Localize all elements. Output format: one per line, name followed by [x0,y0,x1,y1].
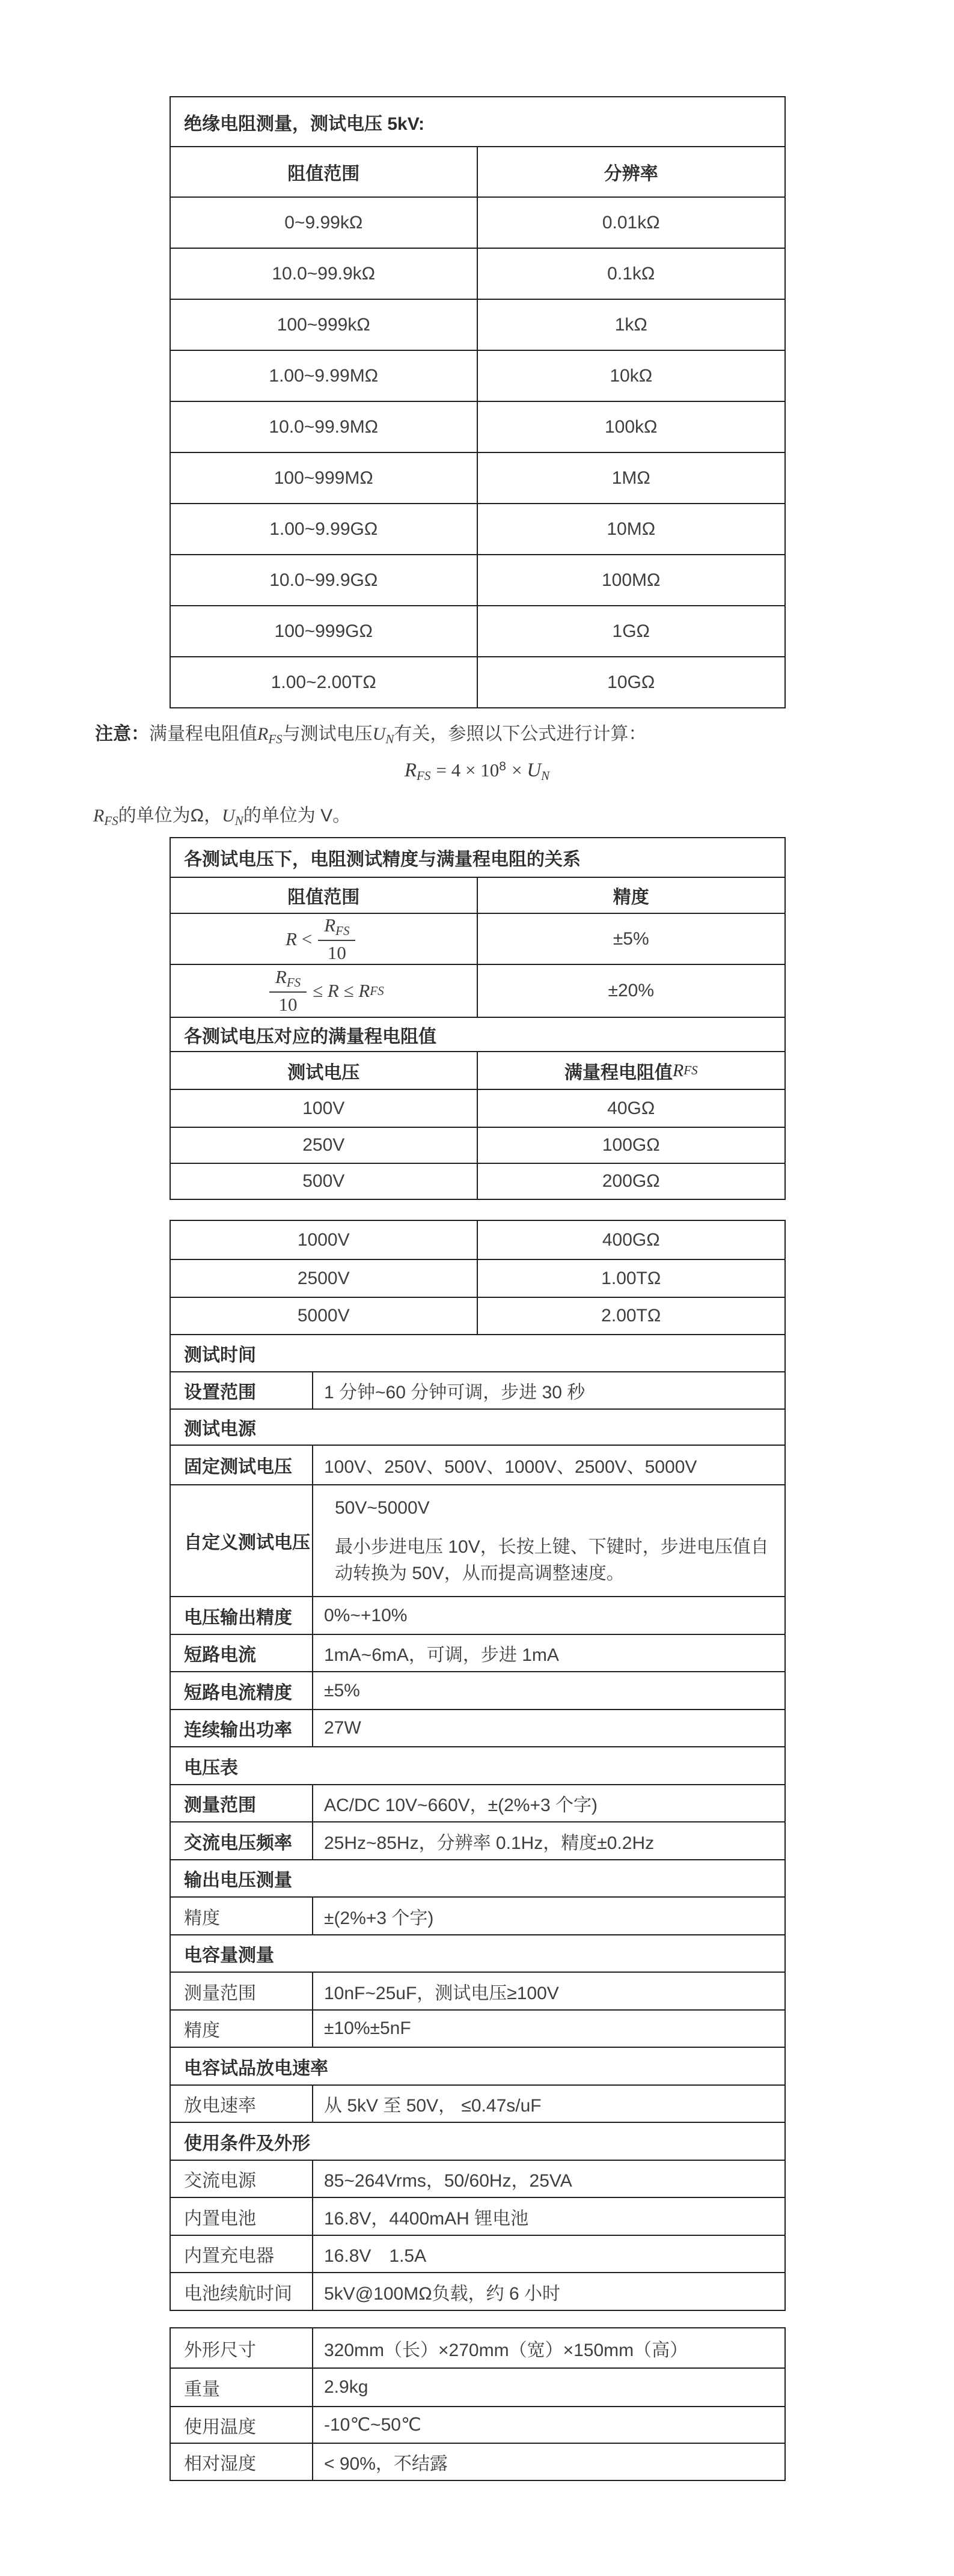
spec-row [171,2009,784,2047]
spec-row [171,1972,784,2009]
column-header-accuracy: 精度 [613,888,649,907]
fraction: $\frac{R_{FS}}{10}$ [318,915,355,964]
spec-value: AC/DC 10V~660V，±(2%+3 个字) [324,1795,598,1815]
table-row [171,350,784,401]
spec-row [171,1896,784,1934]
spec-value: 5kV@100MΩ负载，约 6 小时 [324,2283,560,2304]
cell-condition-formula: R < $\frac{R_{FS}}{10}$ [171,914,478,964]
spec-label: 内置充电器 [171,2236,313,2272]
cell-range: 1.00~2.00TΩ [171,657,478,707]
spec-value: 100V、250V、500V、1000V、2500V、5000V [324,1457,697,1477]
table-row [171,452,784,503]
spec-value: 10nF~25uF，测试电压≥100V [324,1983,559,2003]
spec-value: 320mm（长）×270mm（宽）×150mm（高） [324,2340,688,2360]
spec-label: 相对湿度 [171,2444,313,2480]
units-line: $R_{FS}$的单位为Ω，$U_N$的单位为 V。 [93,806,351,828]
note-label: 注意： [95,724,149,744]
spec-label: 重量 [171,2369,313,2406]
table-row [171,964,784,1017]
table-title-row [171,97,784,146]
spec-label: 外形尺寸 [171,2328,313,2367]
spec-row [171,2084,784,2122]
table-row [171,1089,784,1127]
cell-voltage: 2500V [171,1260,478,1297]
cell-range: 1.00~9.99GΩ [171,504,478,554]
table-header-row [171,1051,784,1089]
cell-full-scale: 2.00TΩ [601,1306,661,1326]
full-scale-formula: $R_{FS} = 4 \times 10^8 \times U_N$ [404,760,550,783]
spec-row [171,1709,784,1746]
section-header-test-time: 测试时间 [184,1345,256,1365]
table-row [171,503,784,554]
cell-voltage: 250V [171,1128,478,1163]
spec-value [313,1485,784,1596]
spec-value: 1mA~6mA，可调，步进 1mA [324,1645,559,1665]
table-row [171,656,784,707]
spec-label: 连续输出功率 [171,1710,313,1746]
spec-label: 交流电压频率 [171,1822,313,1859]
cell-resolution: 0.1kΩ [607,263,655,284]
table-row [171,1127,784,1163]
section-header-discharge-rate: 电容试品放电速率 [184,2058,328,2078]
dimensions-table [170,2327,786,2481]
spec-value-line1: 50V~5000V [335,1498,430,1518]
spec-value: 1 分钟~60 分钟可调，步进 30 秒 [324,1383,586,1402]
section-row [171,1334,784,1371]
cell-accuracy: ±5% [613,928,649,949]
section-row [171,1746,784,1784]
cell-range: 10.0~99.9GΩ [171,555,478,605]
cell-voltage: 5000V [171,1298,478,1334]
spec-row [171,2328,784,2367]
spec-row [171,2367,784,2406]
spec-row [171,2160,784,2197]
spec-row [171,2235,784,2272]
section-header-output-voltage: 输出电压测量 [184,1871,292,1890]
cell-range: 0~9.99kΩ [171,198,478,248]
cell-resolution: 0.01kΩ [602,212,660,233]
spec-label: 固定测试电压 [171,1446,313,1484]
spec-label: 设置范围 [171,1372,313,1408]
cell-resolution: 1kΩ [614,314,647,335]
cell-range: 100~999kΩ [171,300,478,350]
table-row [171,605,784,656]
precision-table [170,837,786,1200]
table-row [171,554,784,605]
cell-resolution: 100kΩ [605,416,658,437]
note-paragraph: 注意：满量程电阻值$R_{FS}$与测试电压$U_N$有关，参照以下公式进行计算： [95,724,647,746]
spec-label: 精度 [171,1898,313,1934]
spec-row [171,1634,784,1671]
table-row [171,299,784,350]
spec-label: 自定义测试电压 [171,1485,313,1596]
table-row [171,248,784,299]
table-row [171,913,784,964]
spec-label: 内置电池 [171,2198,313,2235]
table-header-row [171,877,784,913]
spec-value-line2: 最小步进电压 10V，长按上键、下键时，步进电压值自动转换为 50V，从而提高调整速度。 [335,1537,769,1583]
cell-range: 10.0~99.9kΩ [171,249,478,299]
spec-label: 电池续航时间 [171,2273,313,2310]
cell-range: 1.00~9.99MΩ [171,351,478,401]
cell-voltage: 500V [171,1164,478,1199]
section-header-capacitance: 电容量测量 [184,1946,274,1965]
fraction: $\frac{R_{FS}}{10}$ [269,966,307,1015]
table-row [171,1259,784,1297]
cell-resolution: 10kΩ [610,365,653,386]
specification-table [170,1220,786,2311]
spec-row [171,2443,784,2480]
table-row [171,1297,784,1334]
spec-row [171,2272,784,2310]
section-row [171,838,784,877]
spec-row [171,1784,784,1821]
table-header-row [171,146,784,196]
column-header-full-scale: 满量程电阻值 R FS [564,1060,698,1083]
spec-label: 放电速率 [171,2086,313,2122]
spec-label: 使用温度 [171,2407,313,2443]
spec-value: 2.9kg [324,2377,368,2397]
section-header-voltmeter: 电压表 [184,1758,238,1778]
cell-range: 10.0~99.9MΩ [171,402,478,452]
cell-range: 100~999GΩ [171,606,478,656]
spec-value: ±5% [324,1680,360,1701]
section-row [171,1859,784,1896]
section-header-test-source: 测试电源 [184,1419,256,1439]
cell-full-scale: 40GΩ [607,1098,655,1118]
table-title: 绝缘电阻测量，测试电压 5kV: [184,114,425,134]
cell-voltage: 1000V [171,1221,478,1259]
cell-full-scale: 1.00TΩ [601,1268,661,1288]
cell-range: 100~999MΩ [171,453,478,503]
cell-resolution: 1GΩ [612,621,650,641]
spec-row [171,2197,784,2235]
column-header-resolution: 分辨率 [604,164,658,184]
spec-row [171,1484,784,1596]
spec-row [171,1445,784,1484]
spec-value: 从 5kV 至 50V， ≤0.47s/uF [324,2096,542,2116]
table-row [171,401,784,452]
spec-label: 测量范围 [171,1973,313,2009]
cell-resolution: 100MΩ [602,570,661,590]
spec-value: ±10%±5nF [324,2018,411,2038]
table-row [171,196,784,248]
spec-label: 精度 [171,2011,313,2047]
spec-value: ±(2%+3 个字) [324,1908,434,1928]
cell-condition-formula: $\frac{R_{FS}}{10}$ ≤ R ≤ R FS [171,965,478,1017]
spec-label: 交流电源 [171,2161,313,2197]
table-row [171,1221,784,1259]
section-row [171,2047,784,2084]
spec-label: 测量范围 [171,1785,313,1821]
spec-label: 短路电流精度 [171,1672,313,1709]
spec-row [171,2406,784,2443]
cell-resolution: 1MΩ [611,467,650,488]
spec-value: 16.8V 1.5A [324,2246,427,2266]
section-header-conditions: 使用条件及外形 [184,2133,310,2154]
insulation-resistance-table [170,96,786,708]
spec-label: 电压输出精度 [171,1597,313,1634]
spec-value: < 90%，不结露 [324,2454,448,2474]
spec-value: 16.8V，4400mAH 锂电池 [324,2208,529,2229]
section-row [171,2122,784,2160]
table-row [171,1163,784,1199]
spec-row [171,1596,784,1634]
cell-full-scale: 400GΩ [602,1229,660,1250]
spec-value: 27W [324,1718,361,1738]
cell-resolution: 10MΩ [607,519,656,539]
spec-row [171,1671,784,1709]
spec-label: 短路电流 [171,1635,313,1671]
section-header: 各测试电压对应的满量程电阻值 [184,1026,436,1047]
cell-accuracy: ±20% [608,981,654,1000]
spec-row [171,1821,784,1859]
spec-value: -10℃~50℃ [324,2415,421,2435]
cell-full-scale: 200GΩ [602,1171,660,1191]
section-row [171,1017,784,1051]
cell-resolution: 10GΩ [607,672,655,692]
section-row [171,1934,784,1972]
section-row [171,1408,784,1445]
spec-value: 85~264Vrms，50/60Hz，25VA [324,2171,572,2191]
column-header-range: 阻值范围 [171,878,478,913]
column-header-voltage: 测试电压 [171,1052,478,1089]
spec-row [171,1371,784,1408]
spec-value: 25Hz~85Hz，分辨率 0.1Hz，精度±0.2Hz [324,1833,655,1853]
spec-value: 0%~+10% [324,1605,408,1625]
section-header: 各测试电压下，电阻测试精度与满量程电阻的关系 [184,850,581,869]
cell-full-scale: 100GΩ [602,1135,660,1155]
cell-voltage: 100V [171,1090,478,1127]
column-header-range: 阻值范围 [171,147,478,196]
